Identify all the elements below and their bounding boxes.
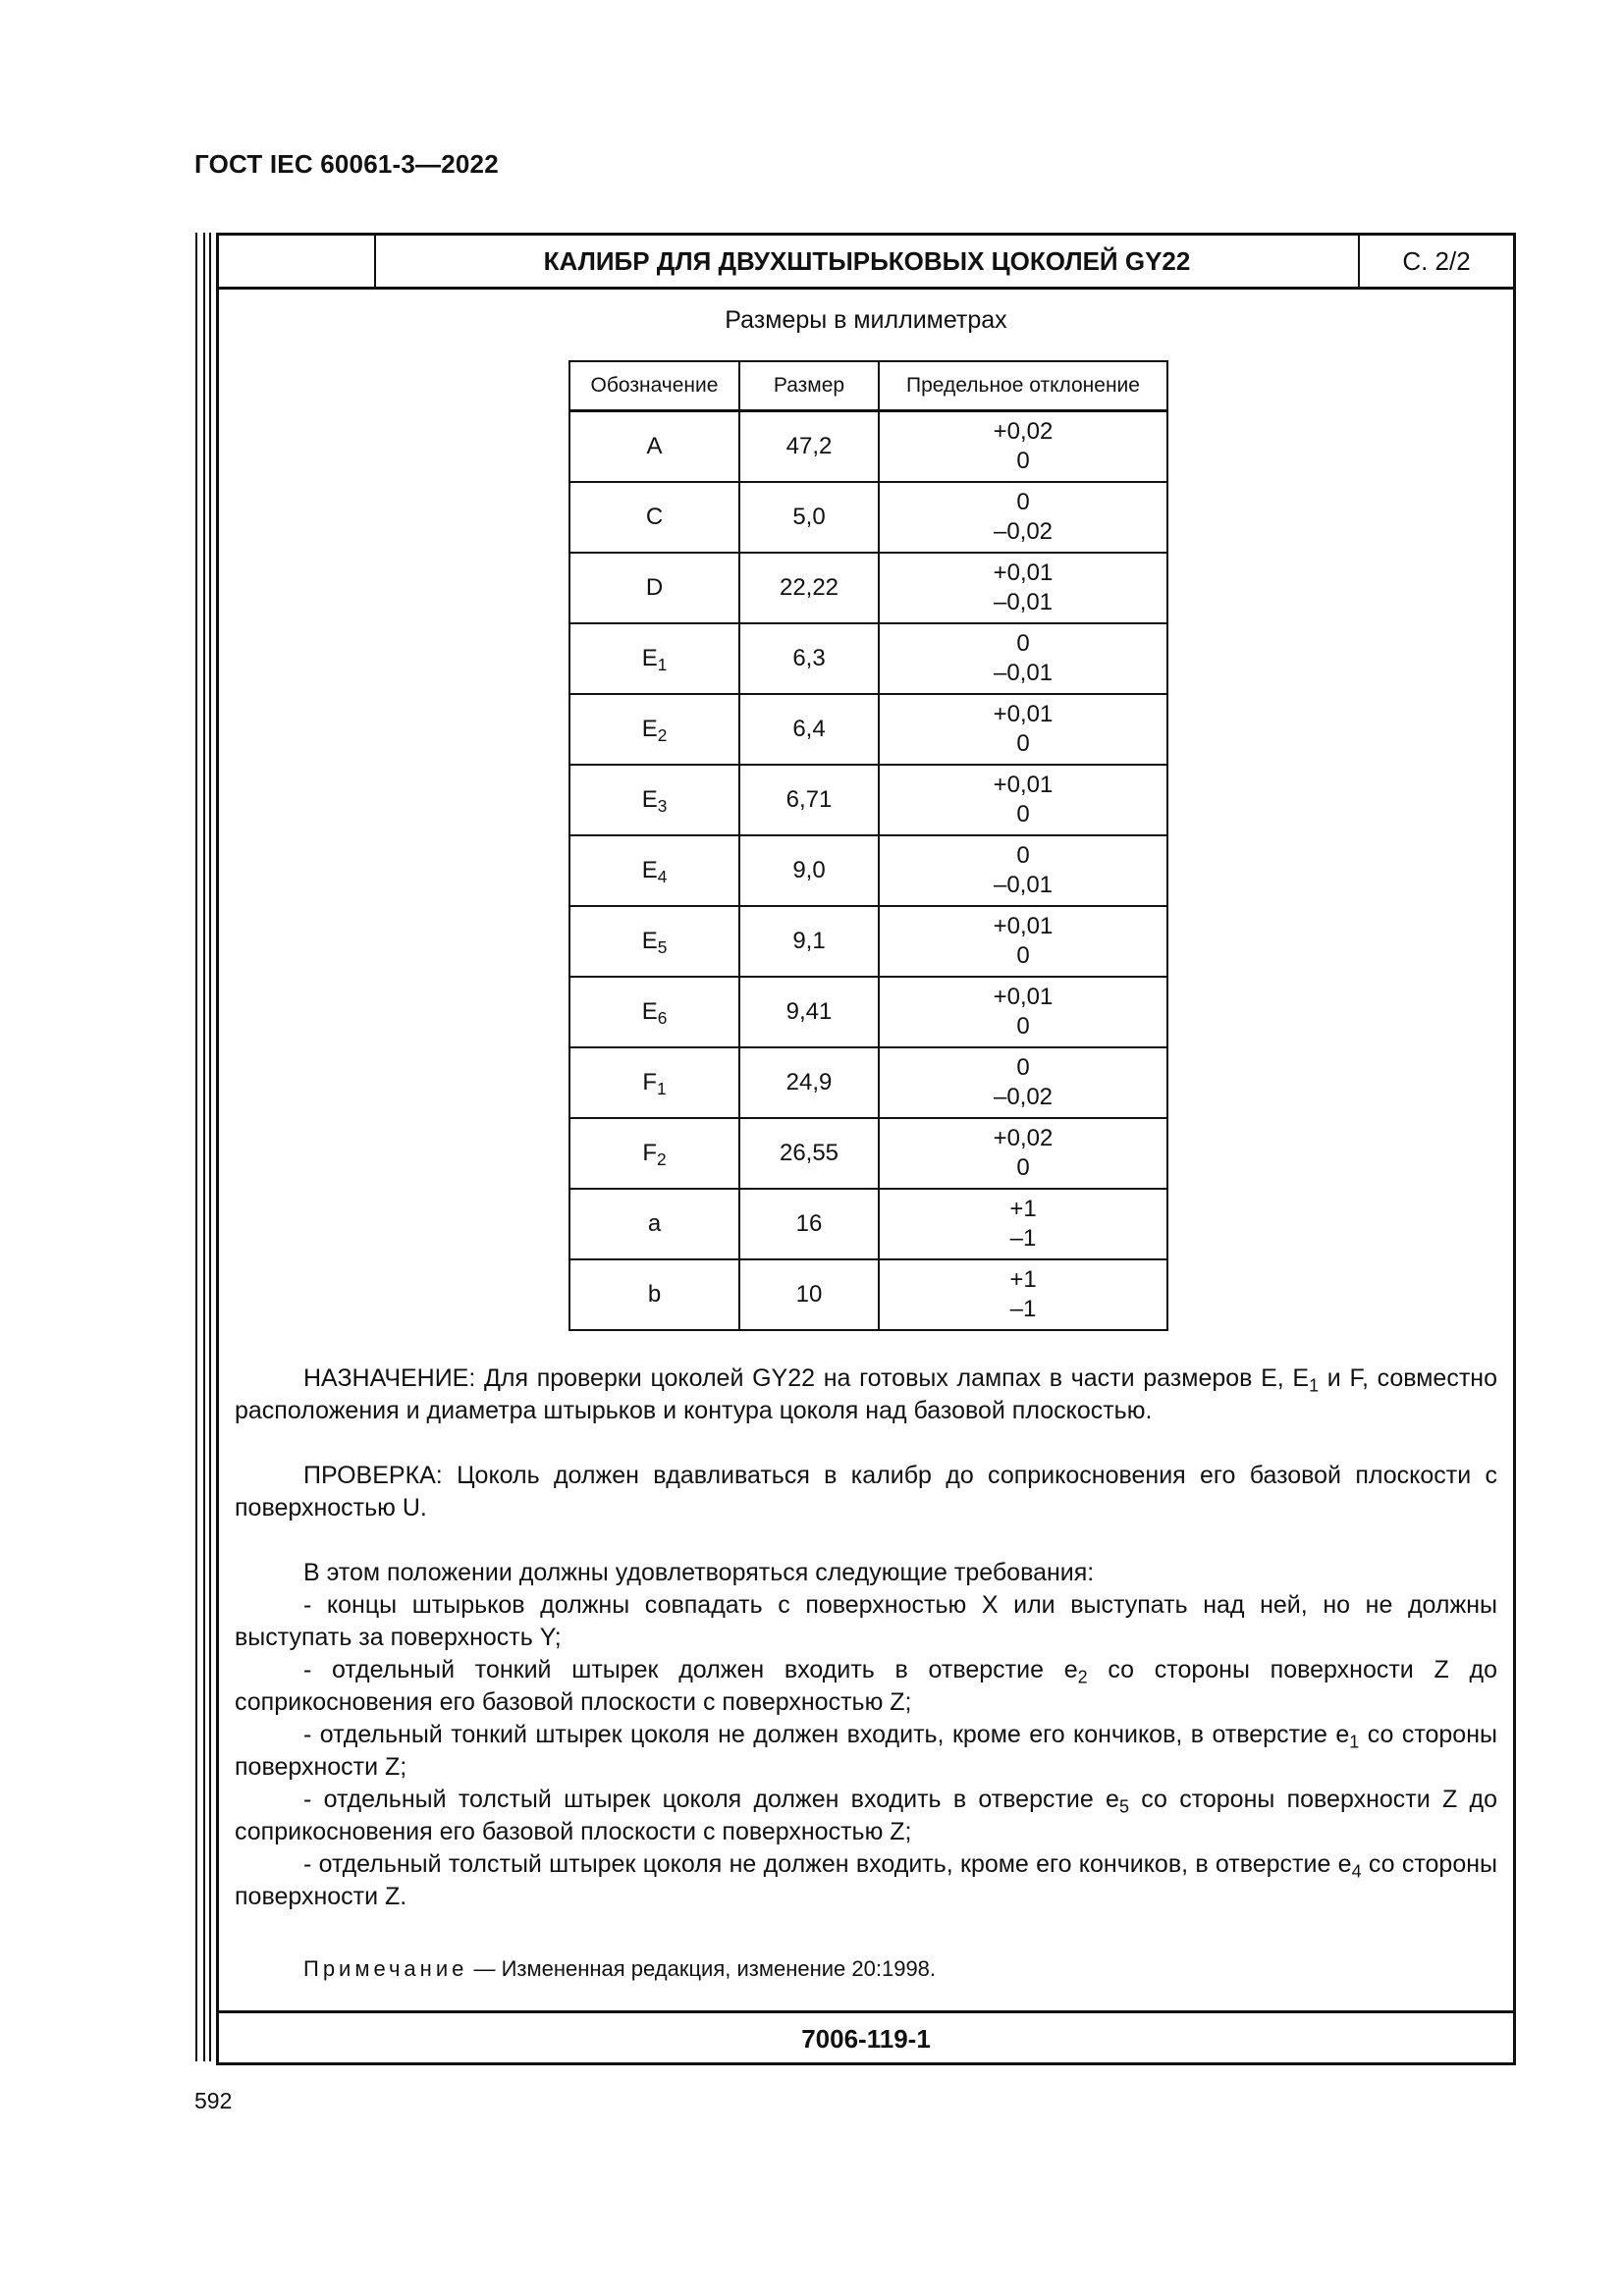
size-cell: 47,2 [739, 411, 879, 483]
sheet-frame [216, 233, 1516, 2065]
body-text [235, 1362, 1497, 1913]
lower-deviation: –0,02 [993, 518, 1054, 545]
requirement-5: - отдельный толстый штырек цоколя не должен входить, кроме его кончиков, в отверстие $e_4$ со стороны поверхности Z. [235, 1850, 1498, 1910]
size-cell: 22,22 [739, 553, 879, 623]
upper-deviation: +0,01 [993, 913, 1054, 939]
designation-cell: C [569, 482, 739, 553]
size-cell: 9,1 [739, 906, 879, 977]
lower-deviation: 0 [1016, 448, 1030, 474]
table-row [569, 553, 1167, 623]
table-header-row [569, 361, 1167, 411]
lower-deviation: 0 [1016, 730, 1030, 757]
size-cell: 9,41 [739, 977, 879, 1047]
lower-deviation: 0 [1016, 1013, 1030, 1040]
table-row [569, 482, 1167, 553]
note-text: — Измененная редакция, изменение 20:1998. [467, 1956, 937, 1981]
size-cell: 6,4 [739, 694, 879, 765]
tolerance-cell [879, 694, 1167, 765]
purpose-paragraph: НАЗНАЧЕНИЕ: Для проверки цоколей GY22 на готовых лампах в части размеров E, $E_1$ и F, совместно расположения и диаметра штырьков и контура цоколя над базовой плоскостью. [235, 1364, 1498, 1424]
table-row [569, 1259, 1167, 1330]
tolerance-cell [879, 1047, 1167, 1118]
size-cell: 10 [739, 1259, 879, 1330]
lower-deviation: 0 [1016, 801, 1030, 828]
upper-deviation: +1 [1009, 1196, 1037, 1222]
margin-rule [195, 233, 197, 2061]
tolerance-cell [879, 1259, 1167, 1330]
table-row [569, 411, 1167, 483]
sheet-number: С. 2/2 [1402, 246, 1471, 276]
requirement-3: - отдельный тонкий штырек цоколя не должен входить, кроме его кончиков, в отверстие $e_1$ со стороны поверхности Z; [235, 1721, 1497, 1781]
dimensions-table [568, 360, 1168, 1331]
designation-cell: $E_6$ [569, 977, 739, 1047]
designation-cell: $F_1$ [569, 1047, 739, 1118]
size-cell: 5,0 [739, 482, 879, 553]
lower-deviation: 0 [1016, 1154, 1030, 1181]
column-header-size: Размер [739, 361, 879, 411]
lower-deviation: –1 [1009, 1296, 1037, 1322]
column-header-designation: Обозначение [569, 361, 739, 411]
margin-rule [209, 233, 211, 2061]
requirement-1: - концы штырьков должны совпадать с поверхностью X или выступать над ней, но не должны выступать за поверхность Y; [235, 1591, 1497, 1651]
table-row [569, 623, 1167, 694]
designation-cell: b [569, 1259, 739, 1330]
tolerance-cell [879, 765, 1167, 835]
designation-cell: $E_4$ [569, 835, 739, 906]
upper-deviation: +0,01 [993, 701, 1054, 727]
designation-cell: $E_2$ [569, 694, 739, 765]
table-row [569, 765, 1167, 835]
units-caption: Размеры в миллиметрах [725, 306, 1007, 334]
table-row [569, 1189, 1167, 1259]
sheet-header [219, 236, 1513, 290]
standard-designation: ГОСТ IEC 60061-3—2022 [194, 149, 499, 179]
upper-deviation: +0,01 [993, 984, 1054, 1010]
designation-cell: A [569, 411, 739, 483]
tolerance-cell [879, 977, 1167, 1047]
lower-deviation: –1 [1009, 1225, 1037, 1252]
designation-cell: $E_3$ [569, 765, 739, 835]
size-cell: 6,3 [739, 623, 879, 694]
designation-cell: $F_2$ [569, 1118, 739, 1189]
requirement-4: - отдельный толстый штырек цоколя должен входить в отверстие $e_5$ со стороны поверхности Z до соприкосновения его базовой плоскости с поверхностью Z; [235, 1786, 1497, 1845]
size-cell: 6,71 [739, 765, 879, 835]
sheet-code: 7006-119-1 [219, 2010, 1513, 2065]
upper-deviation: 0 [1016, 842, 1030, 869]
upper-deviation: +0,01 [993, 560, 1054, 586]
margin-rule [203, 233, 205, 2061]
page-number: 592 [194, 2088, 233, 2113]
lower-deviation: –0,02 [993, 1084, 1054, 1110]
size-cell: 24,9 [739, 1047, 879, 1118]
upper-deviation: 0 [1016, 1054, 1030, 1081]
lower-deviation: 0 [1016, 942, 1030, 969]
header-blank-cell [219, 236, 376, 287]
size-cell: 26,55 [739, 1118, 879, 1189]
lower-deviation: –0,01 [993, 660, 1054, 686]
table-row [569, 1047, 1167, 1118]
upper-deviation: 0 [1016, 489, 1030, 515]
lower-deviation: –0,01 [993, 872, 1054, 898]
note [303, 1956, 936, 1982]
tolerance-cell [879, 835, 1167, 906]
table-body [569, 411, 1167, 1331]
note-label: Примечание [303, 1956, 468, 1981]
size-cell: 16 [739, 1189, 879, 1259]
tolerance-cell [879, 1118, 1167, 1189]
size-cell: 9,0 [739, 835, 879, 906]
lower-deviation: –0,01 [993, 589, 1054, 615]
designation-cell: D [569, 553, 739, 623]
sheet-title: КАЛИБР ДЛЯ ДВУХШТЫРЬКОВЫХ ЦОКОЛЕЙ GY22 [376, 236, 1360, 287]
tolerance-cell [879, 623, 1167, 694]
table-row [569, 835, 1167, 906]
upper-deviation: +0,02 [993, 418, 1054, 445]
tolerance-cell [879, 906, 1167, 977]
table-row [569, 977, 1167, 1047]
requirements-intro: В этом положении должны удовлетворяться следующие требования: [303, 1559, 1095, 1586]
tolerance-cell [879, 411, 1167, 483]
designation-cell: a [569, 1189, 739, 1259]
upper-deviation: +0,01 [993, 772, 1054, 798]
check-paragraph: ПРОВЕРКА: Цоколь должен вдавливаться в калибр до соприкосновения его базовой плоскости с поверхностью U. [235, 1462, 1497, 1522]
designation-cell: $E_1$ [569, 623, 739, 694]
column-header-tolerance: Предельное отклонение [879, 361, 1167, 411]
tolerance-cell [879, 482, 1167, 553]
table-row [569, 906, 1167, 977]
designation-cell: $E_5$ [569, 906, 739, 977]
table-row [569, 1118, 1167, 1189]
upper-deviation: +0,02 [993, 1125, 1054, 1151]
upper-deviation: +1 [1009, 1266, 1037, 1293]
upper-deviation: 0 [1016, 630, 1030, 657]
tolerance-cell [879, 553, 1167, 623]
requirement-2: - отдельный тонкий штырек должен входить в отверстие $e_2$ со стороны поверхности Z до соприкосновения его базовой плоскости с поверхностью Z; [235, 1656, 1497, 1716]
table-row [569, 694, 1167, 765]
tolerance-cell [879, 1189, 1167, 1259]
